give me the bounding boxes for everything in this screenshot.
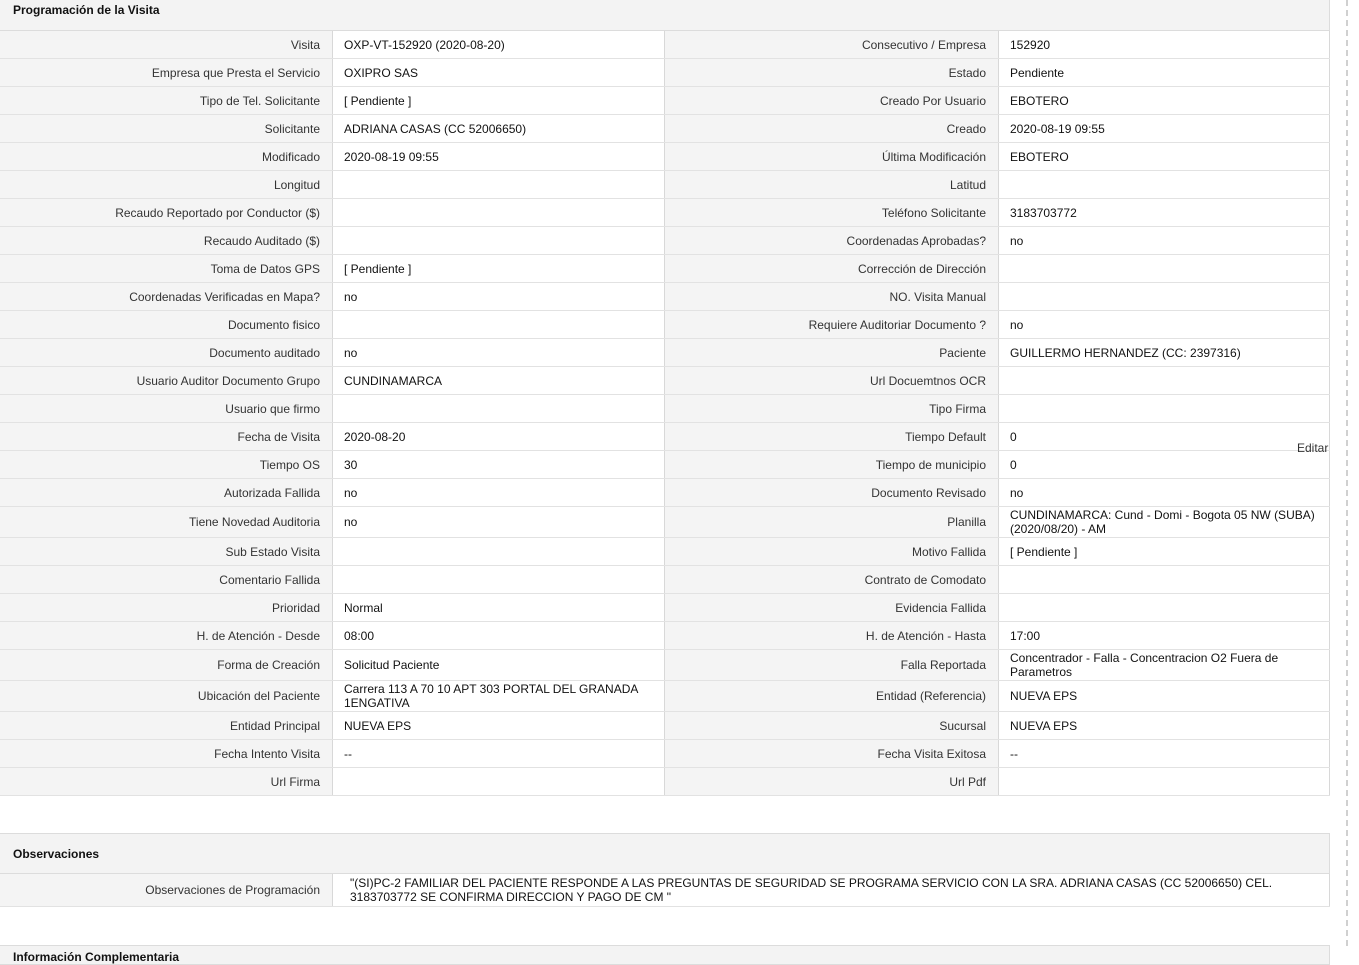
field-label: Toma de Datos GPS (0, 255, 332, 282)
field-label: Tiempo OS (0, 451, 332, 478)
field-value: Solicitud Paciente (332, 650, 665, 680)
field-label: Autorizada Fallida (0, 479, 332, 506)
field-value: EBOTERO (998, 143, 1330, 170)
field-label: Ubicación del Paciente (0, 681, 332, 711)
field-label: Evidencia Fallida (665, 594, 998, 621)
field-value: OXIPRO SAS (332, 59, 665, 86)
observaciones-label: Observaciones de Programación (0, 874, 332, 906)
field-label: Usuario que firmo (0, 395, 332, 422)
field-value: Carrera 113 A 70 10 APT 303 PORTAL DEL GRANADA 1ENGATIVA (332, 681, 665, 711)
field-value: OXP-VT-152920 (2020-08-20) (332, 31, 665, 58)
field-value: Normal (332, 594, 665, 621)
field-value (998, 395, 1330, 422)
field-value (332, 199, 665, 226)
field-label: Url Docuemtnos OCR (665, 367, 998, 394)
field-value (332, 227, 665, 254)
field-value: CUNDINAMARCA: Cund - Domi - Bogota 05 NW (SUBA) (2020/08/20) - AM (998, 507, 1330, 537)
field-label: Contrato de Comodato (665, 566, 998, 593)
field-label: Usuario Auditor Documento Grupo (0, 367, 332, 394)
field-value (998, 566, 1330, 593)
field-label: Creado (665, 115, 998, 142)
field-label: Planilla (665, 507, 998, 537)
field-label: Prioridad (0, 594, 332, 621)
observaciones-value: "(SI)PC-2 FAMILIAR DEL PACIENTE RESPONDE A LAS PREGUNTAS DE SEGURIDAD SE PROGRAMA SERVICIO CON LA SRA. ADRIANA CASAS (CC 52006650) CEL. 3183703772 SE CONFIRMA DIRECCION Y PAGO DE CM " (332, 874, 1330, 906)
field-label: Longitud (0, 171, 332, 198)
field-label: Comentario Fallida (0, 566, 332, 593)
field-label: Entidad (Referencia) (665, 681, 998, 711)
field-row (0, 59, 1330, 87)
field-label: Documento auditado (0, 339, 332, 366)
field-value: GUILLERMO HERNANDEZ (CC: 2397316) (998, 339, 1330, 366)
field-label: Latitud (665, 171, 998, 198)
field-label: Creado Por Usuario (665, 87, 998, 114)
field-row (0, 87, 1330, 115)
field-row (0, 681, 1330, 712)
field-label: Fecha Visita Exitosa (665, 740, 998, 767)
field-label: Tiempo de municipio (665, 451, 998, 478)
field-value: no (332, 479, 665, 506)
field-row (0, 115, 1330, 143)
field-value (998, 255, 1330, 282)
field-value (998, 283, 1330, 310)
field-row (0, 143, 1330, 171)
field-label: Consecutivo / Empresa (665, 31, 998, 58)
field-label: Fecha Intento Visita (0, 740, 332, 767)
field-row (0, 255, 1330, 283)
field-label: NO. Visita Manual (665, 283, 998, 310)
field-row (0, 395, 1330, 423)
field-row (0, 650, 1330, 681)
section-title-programacion: Programación de la Visita (0, 0, 1330, 31)
field-value: no (998, 227, 1330, 254)
field-value: Pendiente (998, 59, 1330, 86)
field-label: Sucursal (665, 712, 998, 739)
field-value: NUEVA EPS (998, 712, 1330, 739)
field-value: NUEVA EPS (998, 681, 1330, 711)
observaciones-row (0, 874, 1330, 907)
section-title-informacion: Información Complementaria (0, 945, 1330, 965)
field-label: Entidad Principal (0, 712, 332, 739)
field-value: EBOTERO (998, 87, 1330, 114)
field-label: H. de Atención - Desde (0, 622, 332, 649)
field-value: [ Pendiente ] (332, 87, 665, 114)
field-row (0, 622, 1330, 650)
field-value: [ Pendiente ] (332, 255, 665, 282)
field-value: 152920 (998, 31, 1330, 58)
field-label: Url Firma (0, 768, 332, 795)
field-label: Documento fisico (0, 311, 332, 338)
field-value: 0 (998, 423, 1330, 450)
edit-link[interactable]: Editar (1297, 441, 1329, 455)
field-label: Tipo Firma (665, 395, 998, 422)
field-value: -- (332, 740, 665, 767)
field-value: no (998, 479, 1330, 506)
field-row (0, 768, 1330, 796)
field-value: Concentrador - Falla - Concentracion O2 Fuera de Parametros (998, 650, 1330, 680)
field-row (0, 538, 1330, 566)
field-value: no (332, 283, 665, 310)
field-row (0, 740, 1330, 768)
field-row (0, 479, 1330, 507)
field-label: Recaudo Auditado ($) (0, 227, 332, 254)
field-row (0, 283, 1330, 311)
field-label: Paciente (665, 339, 998, 366)
field-value: -- (998, 740, 1330, 767)
section-title-observaciones: Observaciones (0, 833, 1330, 874)
field-row (0, 594, 1330, 622)
field-label: Teléfono Solicitante (665, 199, 998, 226)
field-value: 08:00 (332, 622, 665, 649)
field-row (0, 367, 1330, 395)
field-label: Coordenadas Aprobadas? (665, 227, 998, 254)
field-label: Visita (0, 31, 332, 58)
field-label: Recaudo Reportado por Conductor ($) (0, 199, 332, 226)
field-value (332, 768, 665, 795)
field-value: NUEVA EPS (332, 712, 665, 739)
field-label: Requiere Auditoriar Documento ? (665, 311, 998, 338)
field-value (332, 311, 665, 338)
field-row (0, 566, 1330, 594)
field-label: H. de Atención - Hasta (665, 622, 998, 649)
field-value (998, 367, 1330, 394)
field-label: Última Modificación (665, 143, 998, 170)
field-value (998, 768, 1330, 795)
field-value: 0 (998, 451, 1330, 478)
field-value: 3183703772 (998, 199, 1330, 226)
field-label: Solicitante (0, 115, 332, 142)
field-label: Forma de Creación (0, 650, 332, 680)
field-value (332, 171, 665, 198)
field-row (0, 451, 1330, 479)
field-row (0, 423, 1330, 451)
field-label: Falla Reportada (665, 650, 998, 680)
field-value: [ Pendiente ] (998, 538, 1330, 565)
field-value: CUNDINAMARCA (332, 367, 665, 394)
field-label: Empresa que Presta el Servicio (0, 59, 332, 86)
field-label: Documento Revisado (665, 479, 998, 506)
field-value: 2020-08-19 09:55 (332, 143, 665, 170)
field-value (332, 395, 665, 422)
field-row (0, 199, 1330, 227)
field-label: Estado (665, 59, 998, 86)
field-value: 2020-08-20 (332, 423, 665, 450)
field-value (998, 171, 1330, 198)
field-label: Tiene Novedad Auditoria (0, 507, 332, 537)
field-row (0, 227, 1330, 255)
field-value: no (998, 311, 1330, 338)
field-value (332, 538, 665, 565)
field-row (0, 31, 1330, 59)
field-label: Tipo de Tel. Solicitante (0, 87, 332, 114)
field-label: Modificado (0, 143, 332, 170)
field-row (0, 507, 1330, 538)
field-row (0, 171, 1330, 199)
field-value: no (332, 507, 665, 537)
field-label: Coordenadas Verificadas en Mapa? (0, 283, 332, 310)
field-label: Sub Estado Visita (0, 538, 332, 565)
field-value: 17:00 (998, 622, 1330, 649)
field-value (332, 566, 665, 593)
field-value: 30 (332, 451, 665, 478)
field-value: ADRIANA CASAS (CC 52006650) (332, 115, 665, 142)
field-label: Fecha de Visita (0, 423, 332, 450)
visit-fields-grid (0, 31, 1330, 796)
field-label: Tiempo Default (665, 423, 998, 450)
field-value: no (332, 339, 665, 366)
field-label: Motivo Fallida (665, 538, 998, 565)
field-label: Url Pdf (665, 768, 998, 795)
field-row (0, 712, 1330, 740)
panel-edge-divider (1346, 0, 1348, 946)
field-value (998, 594, 1330, 621)
field-value: 2020-08-19 09:55 (998, 115, 1330, 142)
field-row (0, 339, 1330, 367)
field-row (0, 311, 1330, 339)
field-label: Corrección de Dirección (665, 255, 998, 282)
